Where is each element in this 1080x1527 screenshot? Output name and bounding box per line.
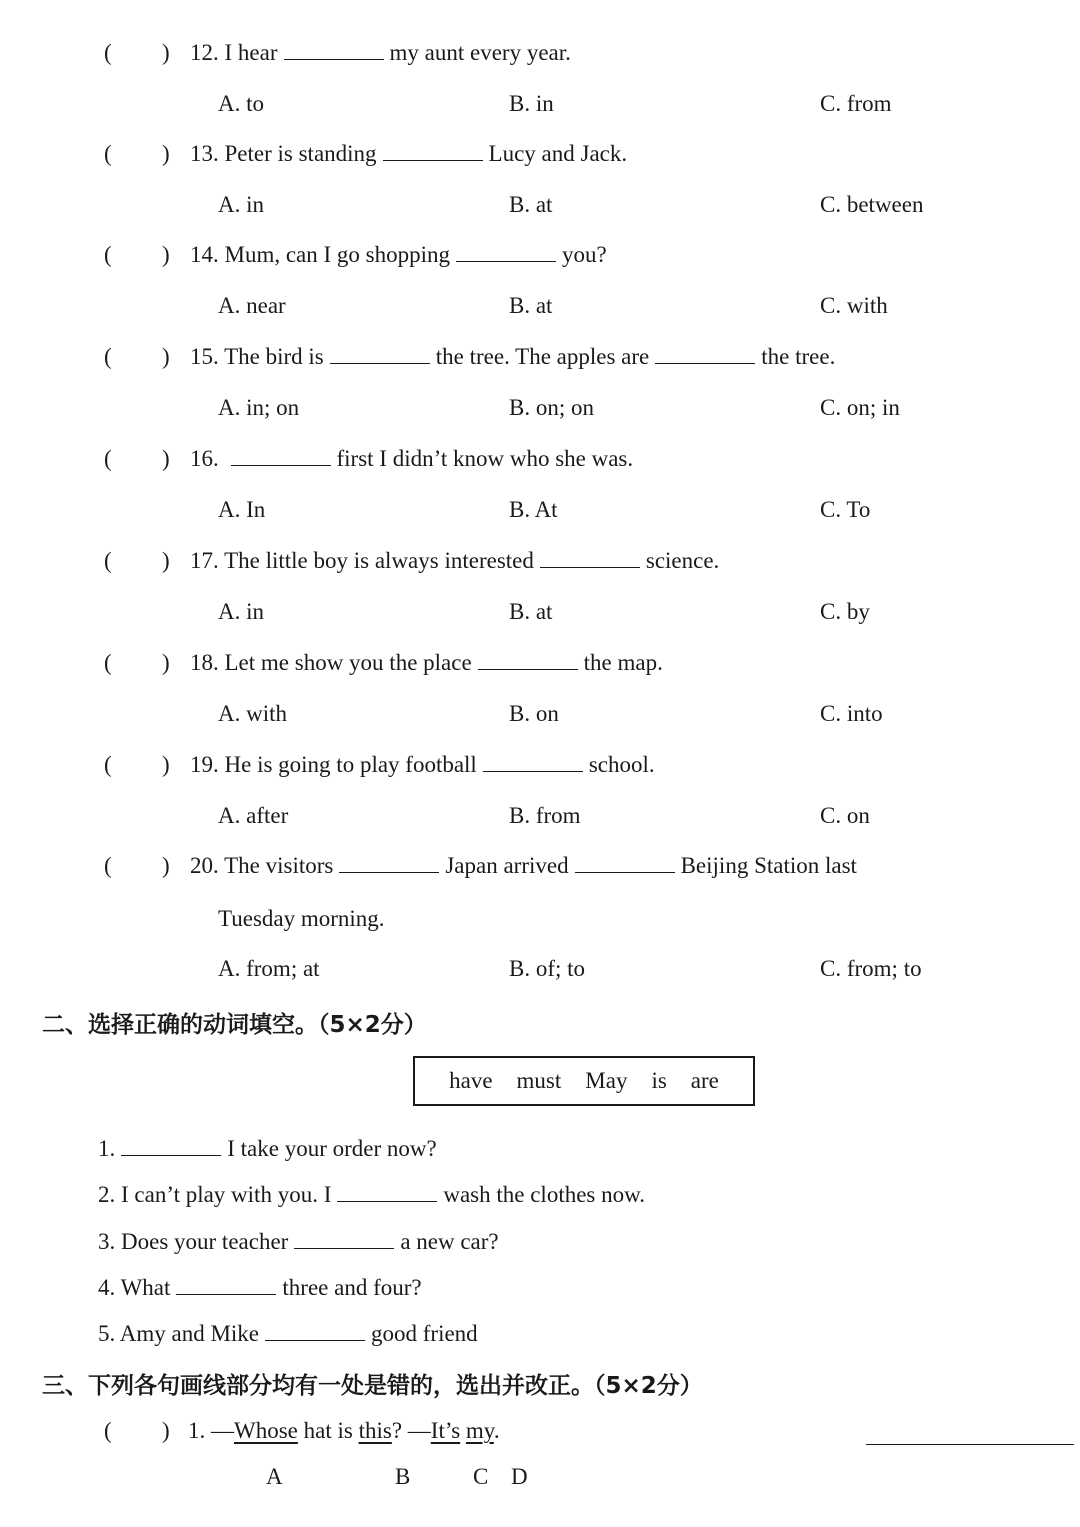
answer-blank[interactable] <box>121 1154 221 1156</box>
answer-paren-open: ( <box>104 752 112 777</box>
option-c[interactable]: C. on; in <box>820 395 900 420</box>
answer-paren-close: ) <box>162 1418 170 1443</box>
answer-blank[interactable] <box>294 1247 394 1249</box>
answer-paren-close: ) <box>162 40 170 65</box>
word-bank-box <box>413 1056 755 1106</box>
answer-paren-close: ) <box>162 446 170 471</box>
option-c[interactable]: C. from <box>820 91 892 116</box>
answer-blank[interactable] <box>330 362 430 364</box>
question-stem: 17. The little boy is always interested science. <box>190 548 720 573</box>
answer-blank[interactable] <box>265 1339 365 1341</box>
option-b[interactable]: B. on; on <box>509 395 594 420</box>
fill-item-1: 1. I take your order now? <box>98 1136 437 1161</box>
answer-paren-close: ) <box>162 344 170 369</box>
option-c[interactable]: C. into <box>820 701 883 726</box>
answer-blank[interactable] <box>383 159 483 161</box>
option-b[interactable]: B. of; to <box>509 956 586 981</box>
word-bank-word: May <box>585 1068 628 1093</box>
fill-item-4: 4. What three and four? <box>98 1275 422 1300</box>
option-b[interactable]: B. At <box>509 497 558 522</box>
word-bank-word: must <box>516 1068 562 1093</box>
option-label-b: B <box>395 1464 411 1489</box>
option-b[interactable]: B. at <box>509 599 553 624</box>
answer-paren-open: ( <box>104 141 112 166</box>
option-c[interactable]: C. on <box>820 803 870 828</box>
answer-blank[interactable] <box>231 464 331 466</box>
question-stem: 13. Peter is standing Lucy and Jack. <box>190 141 628 166</box>
underlined-option-d: my <box>465 1418 494 1443</box>
question-stem: 19. He is going to play football school. <box>190 752 655 777</box>
question-stem: 14. Mum, can I go shopping you? <box>190 242 607 267</box>
answer-blank[interactable] <box>456 260 556 262</box>
answer-blank[interactable] <box>540 566 640 568</box>
option-c[interactable]: C. between <box>820 192 924 217</box>
answer-paren-close: ) <box>162 242 170 267</box>
answer-paren-close: ) <box>162 650 170 675</box>
option-c[interactable]: C. by <box>820 599 870 624</box>
option-a[interactable]: A. after <box>218 803 289 828</box>
answer-paren-open: ( <box>104 1418 112 1443</box>
question-stem: 18. Let me show you the place the map. <box>190 650 663 675</box>
answer-paren-close: ) <box>162 752 170 777</box>
answer-paren-open: ( <box>104 853 112 878</box>
option-a[interactable]: A. in <box>218 599 264 624</box>
answer-blank[interactable] <box>483 770 583 772</box>
answer-blank[interactable] <box>655 362 755 364</box>
option-c[interactable]: C. with <box>820 293 888 318</box>
question-stem: 16. first I didn’t know who she was. <box>190 446 634 471</box>
option-b[interactable]: B. at <box>509 293 553 318</box>
option-b[interactable]: B. in <box>509 91 554 116</box>
question-stem: 15. The bird is the tree. The apples are the tree. <box>190 344 836 369</box>
option-a[interactable]: A. from; at <box>218 956 320 981</box>
answer-paren-open: ( <box>104 242 112 267</box>
answer-paren-close: ) <box>162 141 170 166</box>
fill-item-2: 2. I can’t play with you. I wash the clothes now. <box>98 1182 645 1207</box>
answer-paren-open: ( <box>104 446 112 471</box>
option-b[interactable]: B. on <box>509 701 559 726</box>
question-stem-continued: Tuesday morning. <box>218 906 385 931</box>
option-a[interactable]: A. In <box>218 497 266 522</box>
fill-item-3: 3. Does your teacher a new car? <box>98 1229 499 1254</box>
answer-blank[interactable] <box>337 1200 437 1202</box>
answer-paren-open: ( <box>104 650 112 675</box>
correction-answer-line[interactable] <box>866 1444 1074 1445</box>
answer-paren-open: ( <box>104 548 112 573</box>
option-label-a: A <box>266 1464 283 1489</box>
underlined-option-c: It’s <box>430 1418 461 1443</box>
answer-paren-close: ) <box>162 853 170 878</box>
answer-blank[interactable] <box>575 871 675 873</box>
answer-paren-open: ( <box>104 344 112 369</box>
option-label-c: C <box>473 1464 489 1489</box>
option-label-d: D <box>511 1464 528 1489</box>
fill-item-5: 5. Amy and Mike good friend <box>98 1321 478 1346</box>
answer-paren-close: ) <box>162 548 170 573</box>
question-stem: 12. I hear my aunt every year. <box>190 40 571 65</box>
option-b[interactable]: B. at <box>509 192 553 217</box>
option-c[interactable]: C. from; to <box>820 956 922 981</box>
answer-blank[interactable] <box>284 58 384 60</box>
word-bank-word: are <box>690 1068 719 1093</box>
section-2-title: 二、选择正确的动词填空。（5×2分） <box>42 1012 427 1038</box>
underlined-option-a: Whose <box>234 1418 298 1443</box>
option-b[interactable]: B. from <box>509 803 581 828</box>
option-a[interactable]: A. in; on <box>218 395 300 420</box>
option-a[interactable]: A. with <box>218 701 287 726</box>
answer-blank[interactable] <box>176 1293 276 1295</box>
word-bank-word: have <box>449 1068 493 1093</box>
answer-blank[interactable] <box>478 668 578 670</box>
option-a[interactable]: A. to <box>218 91 264 116</box>
option-c[interactable]: C. To <box>820 497 871 522</box>
answer-blank[interactable] <box>339 871 439 873</box>
option-a[interactable]: A. near <box>218 293 286 318</box>
word-bank-word: is <box>651 1068 667 1093</box>
section-3-title: 三、下列各句画线部分均有一处是错的，选出并改正。（5×2分） <box>42 1373 703 1399</box>
option-a[interactable]: A. in <box>218 192 264 217</box>
question-stem: 20. The visitors Japan arrived Beijing Station last <box>190 853 857 878</box>
error-question-1: 1. —Whose hat is this? —It’s my. <box>188 1418 500 1443</box>
underlined-option-b: this <box>358 1418 392 1443</box>
answer-paren-open: ( <box>104 40 112 65</box>
